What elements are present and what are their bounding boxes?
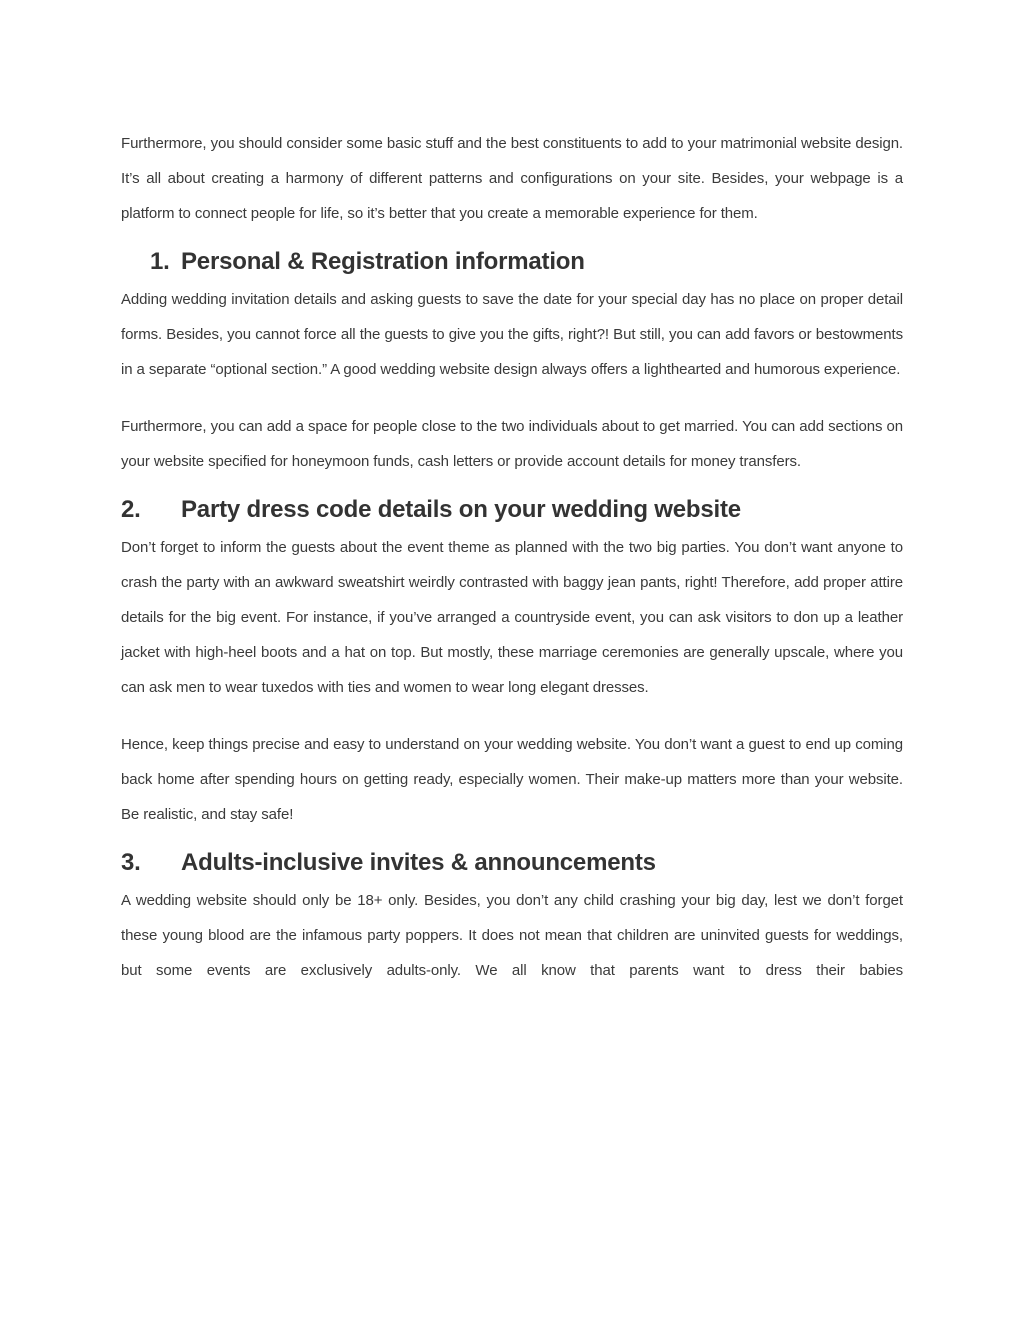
section-number: 3. [121,849,141,876]
section-title: Adults-inclusive invites & announcements [181,849,656,876]
section-number: 1. [150,248,170,275]
section-paragraph: Hence, keep things precise and easy to understand on your wedding website. You don’t want a guest to end up coming back home after spending hours on getting ready, especially women. Their make-up matters more than your website. Be realistic, and stay safe! [121,736,903,823]
section-paragraph: Adding wedding invitation details and asking guests to save the date for your special day has no place on proper detail forms. Besides, you cannot force all the guests to give you the gifts, right?! But still, you can add favors or bestowments in a separate “optional section.” A good wedding website design always offers a lighthearted and humorous experience. [121,291,903,378]
section-title: Personal & Registration information [181,248,585,275]
document-page [121,126,903,988]
section-title: Party dress code details on your wedding website [181,496,741,523]
section-heading-adults-inclusive [121,847,903,879]
intro-paragraph: Furthermore, you should consider some basic stuff and the best constituents to add to your matrimonial website design. It’s all about creating a harmony of different patterns and configurations on your site. Besides, your webpage is a platform to connect people for life, so it’s better that you create a memorable experience for them. [121,135,903,222]
section-heading-dress-code [121,494,903,526]
section-heading-personal-registration [121,246,903,278]
section-number: 2. [121,496,141,523]
section-paragraph: Don’t forget to inform the guests about the event theme as planned with the two big parties. You don’t want anyone to crash the party with an awkward sweatshirt weirdly contrasted with baggy jean pants, right! Therefore, add proper attire details for the big event. For instance, if you’ve arranged a countryside event, you can ask visitors to don up a leather jacket with high-heel boots and a hat on top. But mostly, these marriage ceremonies are generally upscale, where you can ask men to wear tuxedos with ties and women to wear long elegant dresses. [121,539,903,696]
section-paragraph: A wedding website should only be 18+ only. Besides, you don’t any child crashing your big day, lest we don’t forget these young blood are the infamous party poppers. It does not mean that children are uninvited guests for weddings, but some events are exclusively adults-only. We all know that parents want to dress their babies [121,892,903,979]
section-paragraph: Furthermore, you can add a space for people close to the two individuals about to get married. You can add sections on your website specified for honeymoon funds, cash letters or provide account details for money transfers. [121,418,903,470]
